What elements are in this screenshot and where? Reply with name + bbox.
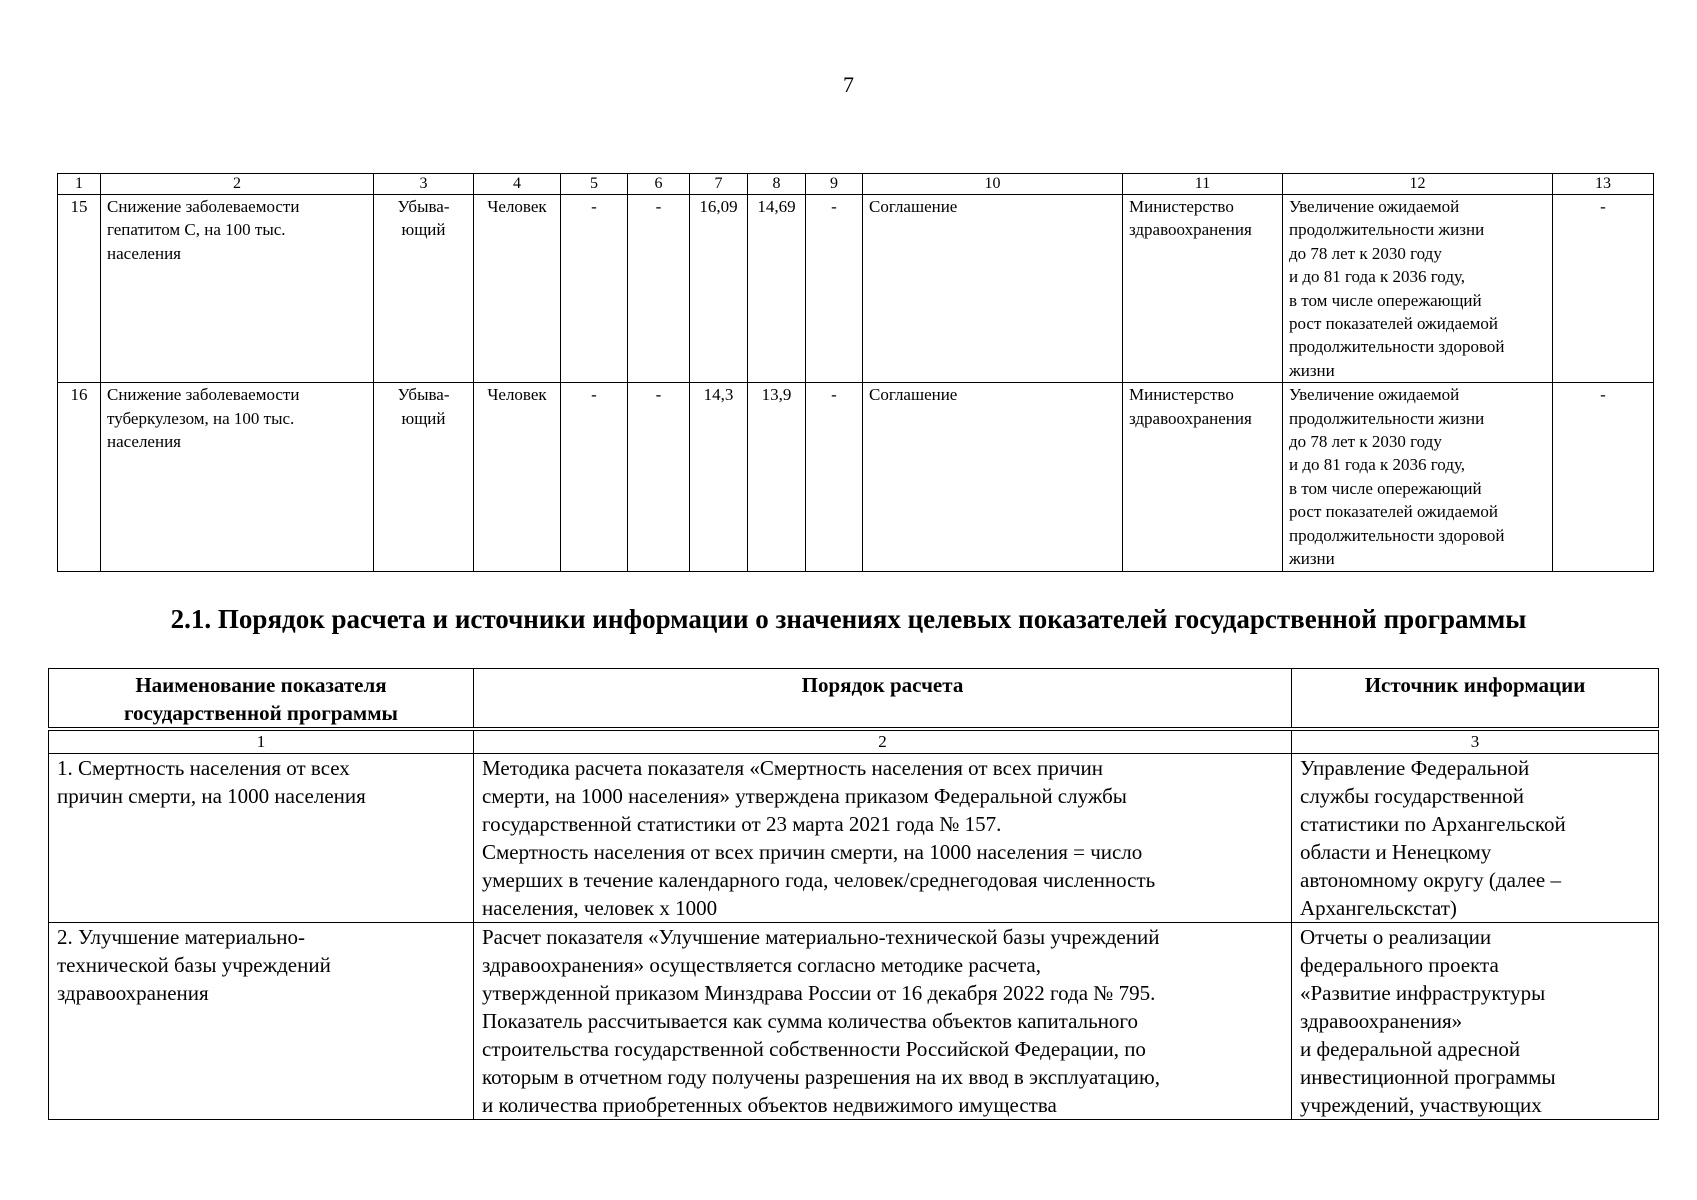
column-number: 12 bbox=[1283, 174, 1553, 195]
column-number-row bbox=[58, 174, 1654, 195]
calculation-method: Расчет показателя «Улучшение материально-технической базы учреждений здравоохранения» осуществляется согласно методике расчета, утвержденной приказом Минздрава России от 16 декабря 2022 года № 795. Показатель рассчитывается как сумма количества объектов капитального строительства государственной собственности Российской Федерации, по которым в отчетном году получены разрешения на их ввод в эксплуатацию, и количества приобретенных объектов недвижимого имущества bbox=[474, 923, 1292, 1120]
value-cell: 14,69 bbox=[748, 195, 806, 383]
value-cell: - bbox=[561, 383, 628, 571]
header-row bbox=[49, 669, 1659, 728]
header-method: Порядок расчета bbox=[474, 669, 1292, 728]
responsible-cell: Министерство здравоохранения bbox=[1123, 195, 1283, 383]
indicator-name: 1. Смертность населения от всех причин смерти, на 1000 населения bbox=[49, 754, 474, 923]
column-number: 2 bbox=[101, 174, 374, 195]
indicator-name: 2. Улучшение материально- технической базы учреждений здравоохранения bbox=[49, 923, 474, 1120]
column-number: 10 bbox=[863, 174, 1123, 195]
value-cell: - bbox=[806, 383, 863, 571]
column-number: 8 bbox=[748, 174, 806, 195]
value-cell: - bbox=[561, 195, 628, 383]
header-source: Источник информации bbox=[1292, 669, 1659, 728]
calculation-method: Методика расчета показателя «Смертность населения от всех причин смерти, на 1000 населения» утверждена приказом Федеральной службы государственной статистики от 23 марта 2021 года № 157. Смертность населения от всех причин смерти, на 1000 населения = число умерших в течение календарного года, человек/среднегодовая численность населения, человек х 1000 bbox=[474, 754, 1292, 923]
page-number: 7 bbox=[843, 72, 854, 97]
value-cell: - bbox=[806, 195, 863, 383]
header-indicator: Наименование показателя государственной программы bbox=[49, 669, 474, 728]
unit: Человек bbox=[474, 195, 561, 383]
unit: Человек bbox=[474, 383, 561, 571]
value-cell: - bbox=[1553, 195, 1654, 383]
table-row bbox=[58, 383, 1654, 571]
calculation-table bbox=[48, 668, 1659, 1120]
value-cell: 13,9 bbox=[748, 383, 806, 571]
row-number: 15 bbox=[58, 195, 101, 383]
column-number: 13 bbox=[1553, 174, 1654, 195]
row-number: 16 bbox=[58, 383, 101, 571]
responsible-cell: Министерство здравоохранения bbox=[1123, 383, 1283, 571]
indicators-table bbox=[57, 173, 1654, 572]
indicator-name: Снижение заболеваемости гепатитом С, на 100 тыс. населения bbox=[101, 195, 374, 383]
column-number: 4 bbox=[474, 174, 561, 195]
column-number-row bbox=[49, 731, 1659, 754]
document-cell: Соглашение bbox=[863, 383, 1123, 571]
value-cell: 16,09 bbox=[690, 195, 748, 383]
column-number: 1 bbox=[58, 174, 101, 195]
column-number: 5 bbox=[561, 174, 628, 195]
indicator-trend: Убыва- ющий bbox=[374, 383, 474, 571]
table-row bbox=[49, 754, 1659, 923]
column-number: 9 bbox=[806, 174, 863, 195]
column-number: 11 bbox=[1123, 174, 1283, 195]
document-cell: Соглашение bbox=[863, 195, 1123, 383]
indicator-trend: Убыва- ющий bbox=[374, 195, 474, 383]
column-number: 1 bbox=[49, 731, 474, 754]
value-cell: - bbox=[628, 383, 690, 571]
information-source: Управление Федеральной службы государственной статистики по Архангельской области и Ненецкому автономному округу (далее – Архангельскстат) bbox=[1292, 754, 1659, 923]
column-number: 3 bbox=[374, 174, 474, 195]
table-row bbox=[49, 923, 1659, 1120]
indicator-name: Снижение заболеваемости туберкулезом, на 100 тыс. населения bbox=[101, 383, 374, 571]
column-number: 7 bbox=[690, 174, 748, 195]
value-cell: - bbox=[1553, 383, 1654, 571]
table-row bbox=[58, 195, 1654, 383]
value-cell: 14,3 bbox=[690, 383, 748, 571]
section-heading: 2.1. Порядок расчета и источники информации о значениях целевых показателей государственной программы bbox=[170, 604, 1527, 634]
column-number: 3 bbox=[1292, 731, 1659, 754]
goal-cell: Увеличение ожидаемой продолжительности жизни до 78 лет к 2030 году и до 81 года к 2036 году, в том числе опережающий рост показателей ожидаемой продолжительности здоровой жизни bbox=[1283, 195, 1553, 383]
goal-cell: Увеличение ожидаемой продолжительности жизни до 78 лет к 2030 году и до 81 года к 2036 году, в том числе опережающий рост показателей ожидаемой продолжительности здоровой жизни bbox=[1283, 383, 1553, 571]
information-source: Отчеты о реализации федерального проекта «Развитие инфраструктуры здравоохранения» и федеральной адресной инвестиционной программы учреждений, участвующих bbox=[1292, 923, 1659, 1120]
value-cell: - bbox=[628, 195, 690, 383]
column-number: 6 bbox=[628, 174, 690, 195]
column-number: 2 bbox=[474, 731, 1292, 754]
